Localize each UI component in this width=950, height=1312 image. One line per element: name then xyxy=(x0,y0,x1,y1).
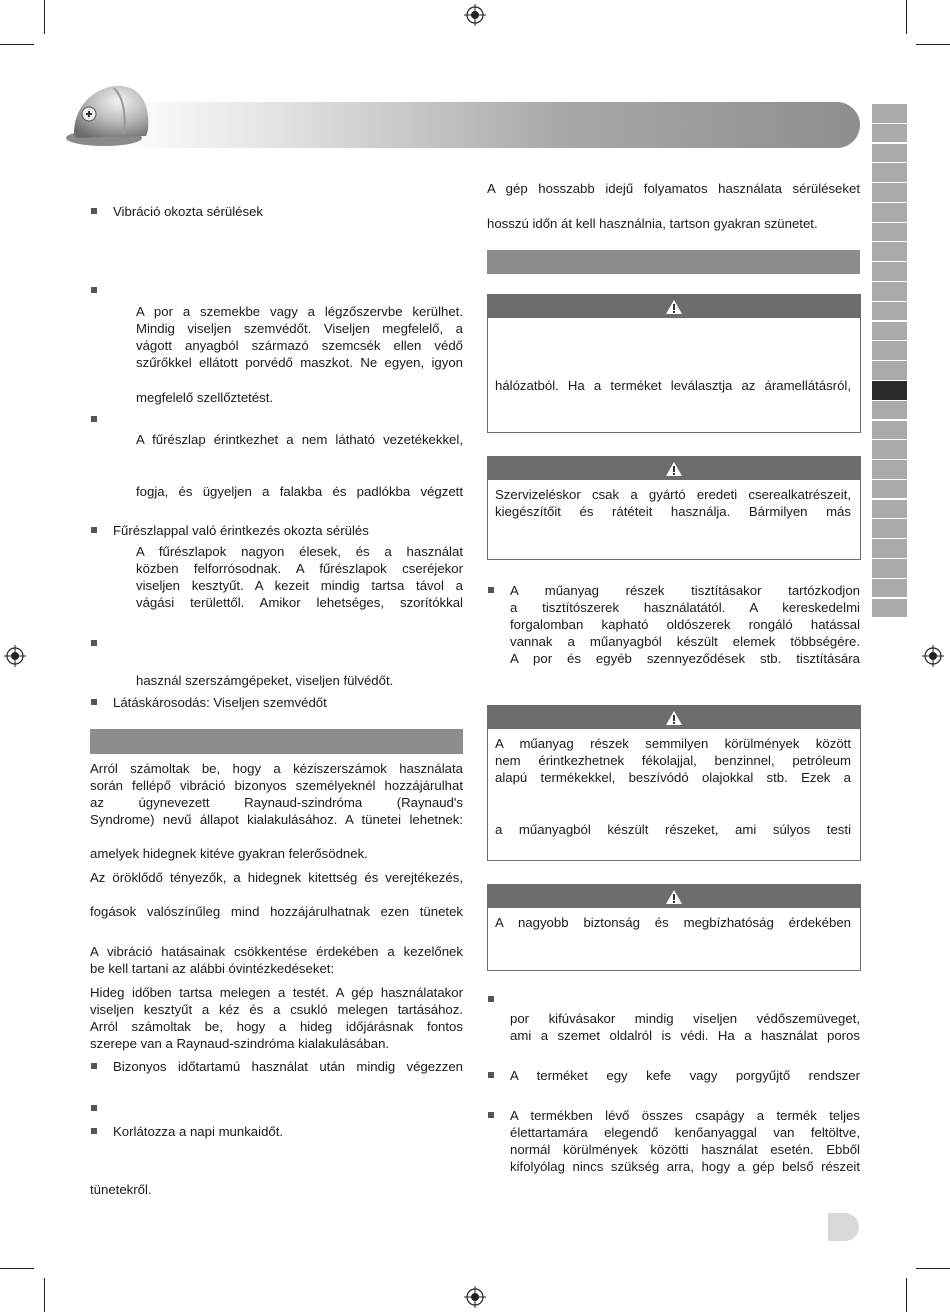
bearing-bullet-line: A termékben lévő összes csapágy a termék teljes xyxy=(510,1108,860,1123)
intro-line: hosszú időn át kell használnia, tartson gyakran szünetet. xyxy=(487,216,818,231)
side-tab xyxy=(872,322,907,341)
side-tab xyxy=(872,480,907,499)
dust-text-line: A por a szemekbe vagy a légzőszervbe kerülhet. xyxy=(136,304,463,319)
plastic-bullet-line: forgalomban kapható oldószerek rongáló hatással xyxy=(510,617,860,632)
blade-text-line: viseljen kesztyűt. A kezeit mindig tartsa távol a xyxy=(136,578,463,593)
crop-mark xyxy=(916,1268,950,1269)
bullet-marker xyxy=(91,527,97,533)
side-tab xyxy=(872,440,907,459)
side-tab xyxy=(872,559,907,578)
crop-mark xyxy=(0,1268,34,1269)
raynaud-paragraph-line: során fellépő vibráció bizonyos személyeknél hozzájárulhat xyxy=(90,778,463,793)
raynaud-paragraph-line: szerepe van a Raynaud-szindróma kialakulásában. xyxy=(90,1036,390,1051)
bullet-limit-text: Korlátozza a napi munkaidőt. xyxy=(113,1124,284,1139)
side-tab xyxy=(872,401,907,420)
brush-bullet-text: A terméket egy kefe vagy porgyűjtő rendszer xyxy=(510,1068,860,1083)
plastic-bullet-line: A por és egyéb szennyeződések stb. tisztítására xyxy=(510,651,860,666)
intro-line: A gép hosszabb idejű folyamatos használata sérüléseket xyxy=(487,181,860,196)
warning-header xyxy=(488,457,860,480)
bullet-marker xyxy=(91,416,97,422)
raynaud-paragraph-line: Hideg időben tartsa melegen a testét. A gép használatakor xyxy=(90,985,463,1000)
dust-text-line: Mindig viseljen szemvédőt. Viseljen megfelelő, a xyxy=(136,321,463,336)
raynaud-paragraph-line: Arról számoltak be, hogy a kéziszerszámok használata xyxy=(90,761,463,776)
eye-text-line: por kifúvásakor mindig viseljen védőszemüveget, xyxy=(510,1011,860,1026)
warning-text-line: A nagyobb biztonság és megbízhatóság érdekében xyxy=(495,915,851,930)
bearing-bullet-line: kifolyólag nincs szükség arra, hogy a gép belső részeit xyxy=(510,1159,860,1174)
side-tab xyxy=(872,460,907,479)
warning-text-line: hálózatból. Ha a terméket leválasztja az áramellátásról, xyxy=(495,378,851,393)
blade-text-line: közben felforrósodnak. A fűrészlapok cseréjekor xyxy=(136,561,463,576)
section-heading-bar xyxy=(487,250,860,274)
registration-mark-icon xyxy=(4,645,26,667)
warning-text-line: a műanyagból készült részeket, ami súlyos testi xyxy=(495,822,851,837)
plastic-bullet-line: vannak a műanyagból készült elemek többségére. xyxy=(510,634,860,649)
warning-triangle-icon xyxy=(665,461,683,477)
plastic-bullet-line: a tisztítószerek használatától. A kereskedelmi xyxy=(510,600,860,615)
registration-mark-icon xyxy=(464,1286,486,1308)
registration-mark-icon xyxy=(464,4,486,26)
dust-text-line: szűrőkkel ellátott porvédő maszkot. Ne egyen, igyon xyxy=(136,355,463,370)
side-tab xyxy=(872,579,907,598)
side-tab xyxy=(872,183,907,202)
crop-mark xyxy=(906,1278,907,1312)
side-tab-active xyxy=(872,381,907,400)
crop-mark xyxy=(44,0,45,34)
bullet-marker xyxy=(488,1072,494,1078)
side-tab xyxy=(872,421,907,440)
side-tab-strip xyxy=(872,104,907,618)
warning-text-line: alapú termékekkel, beszívódó olajokkal stb. Ezek a xyxy=(495,770,851,785)
bullet-marker xyxy=(488,1112,494,1118)
raynaud-paragraph-line: fogások valószínűleg mind hozzájárulhatnak ezen tünetek xyxy=(90,904,463,919)
side-tab xyxy=(872,163,907,182)
side-tab xyxy=(872,223,907,242)
section-heading-bar xyxy=(90,729,463,754)
raynaud-paragraph-line: az úgynevezett Raynaud-szindróma (Raynaud's xyxy=(90,795,463,810)
bullet-marker xyxy=(91,699,97,705)
dust-text-line: vágott anyagból származó szemcsék ellen védő xyxy=(136,338,463,353)
bullet-marker xyxy=(488,587,494,593)
raynaud-paragraph-line: Syndrome) nevű állapot kialakulásához. A tünetei lehetnek: xyxy=(90,812,463,827)
bullet-marker xyxy=(91,208,97,214)
page-number-tab xyxy=(828,1213,859,1241)
side-tab xyxy=(872,500,907,519)
bullet-marker xyxy=(91,1063,97,1069)
warning-triangle-icon xyxy=(665,299,683,315)
warning-triangle-icon xyxy=(665,710,683,726)
eye-text-line: ami a szemet oldalról is védi. Ha a használat poros xyxy=(510,1028,860,1043)
raynaud-paragraph-line: amelyek hidegnek kitéve gyakran felerősödnek. xyxy=(90,846,368,861)
bullet-vibration-text: Vibráció okozta sérülések xyxy=(113,204,264,219)
bearing-bullet-line: normál körülmények közötti használat esetén. Ebből xyxy=(510,1142,860,1157)
bullet-marker xyxy=(91,1128,97,1134)
side-tab xyxy=(872,302,907,321)
bearing-bullet-line: élettartamára elegendő kenőanyaggal van feltöltve, xyxy=(510,1125,860,1140)
side-tab xyxy=(872,341,907,360)
blade-text-line: A fűrészlapok nagyon élesek, és a használat xyxy=(136,544,463,559)
side-tab xyxy=(872,282,907,301)
blade-text-line: vágási területtől. Amikor lehetséges, szorítókkal xyxy=(136,595,463,610)
crop-mark xyxy=(44,1278,45,1312)
registration-mark-icon xyxy=(922,645,944,667)
side-tab xyxy=(872,599,907,618)
side-tab xyxy=(872,144,907,163)
raynaud-paragraph-line: Arról számoltak be, hogy a hideg időjárásnak fontos xyxy=(90,1019,463,1034)
crop-mark xyxy=(0,44,34,45)
bullet-breaks-text: Bizonyos időtartamú használat után mindig végezzen xyxy=(113,1059,463,1074)
warning-text-line: kiegészítőit és rátéteit használja. Bármilyen más xyxy=(495,504,851,519)
wire-text-line: A fűrészlap érintkezhet a nem látható vezetékekkel, xyxy=(136,432,463,447)
bullet-marker xyxy=(91,640,97,646)
warning-header xyxy=(488,706,860,729)
crop-mark xyxy=(916,44,950,45)
side-tab xyxy=(872,203,907,222)
raynaud-paragraph-line: A vibráció hatásainak csökkentése érdekében a kezelőnek xyxy=(90,944,463,959)
dust-text-line: megfelelő szellőztetést. xyxy=(136,390,274,405)
symptoms-text: tünetekről. xyxy=(90,1182,152,1197)
warning-triangle-icon xyxy=(665,889,683,905)
safety-helmet-icon xyxy=(64,72,154,152)
warning-text-line: nem érintkezhetnek fékolajjal, benzinnel, petróleum xyxy=(495,753,851,768)
raynaud-paragraph-line: be kell tartani az alábbi óvintézkedéseket: xyxy=(90,961,335,976)
warning-header xyxy=(488,295,860,318)
warning-text-line: A műanyag részek semmilyen körülmények között xyxy=(495,736,851,751)
plastic-bullet-line: A műanyag részek tisztításakor tartózkodjon xyxy=(510,583,860,598)
bullet-marker xyxy=(91,287,97,293)
bullet-marker xyxy=(488,996,494,1002)
raynaud-paragraph-line: Az öröklődő tényezők, a hidegnek kitettség és verejtékezés, xyxy=(90,870,463,885)
crop-mark xyxy=(906,0,907,34)
bullet-sight-text: Látáskárosodás: Viseljen szemvédőt xyxy=(113,695,327,710)
raynaud-paragraph-line: viseljen kesztyűt a kéz és a csukló melegen tartásához. xyxy=(90,1002,463,1017)
bullet-marker xyxy=(91,1105,97,1111)
wire-text-line: fogja, és ügyeljen a falakba és padlókba végzett xyxy=(136,484,463,499)
hearing-text: használ szerszámgépeket, viseljen fülvédőt. xyxy=(136,673,394,688)
side-tab xyxy=(872,104,907,123)
side-tab xyxy=(872,262,907,281)
warning-header xyxy=(488,885,860,908)
warning-text-line: Szervizeléskor csak a gyártó eredeti cserealkatrészeit, xyxy=(495,487,851,502)
side-tab xyxy=(872,242,907,261)
side-tab xyxy=(872,124,907,143)
warning-box xyxy=(487,294,861,433)
side-tab xyxy=(872,361,907,380)
side-tab xyxy=(872,539,907,558)
header-banner xyxy=(110,102,860,148)
bullet-blade-text: Fűrészlappal való érintkezés okozta sérülés xyxy=(113,523,369,538)
side-tab xyxy=(872,519,907,538)
